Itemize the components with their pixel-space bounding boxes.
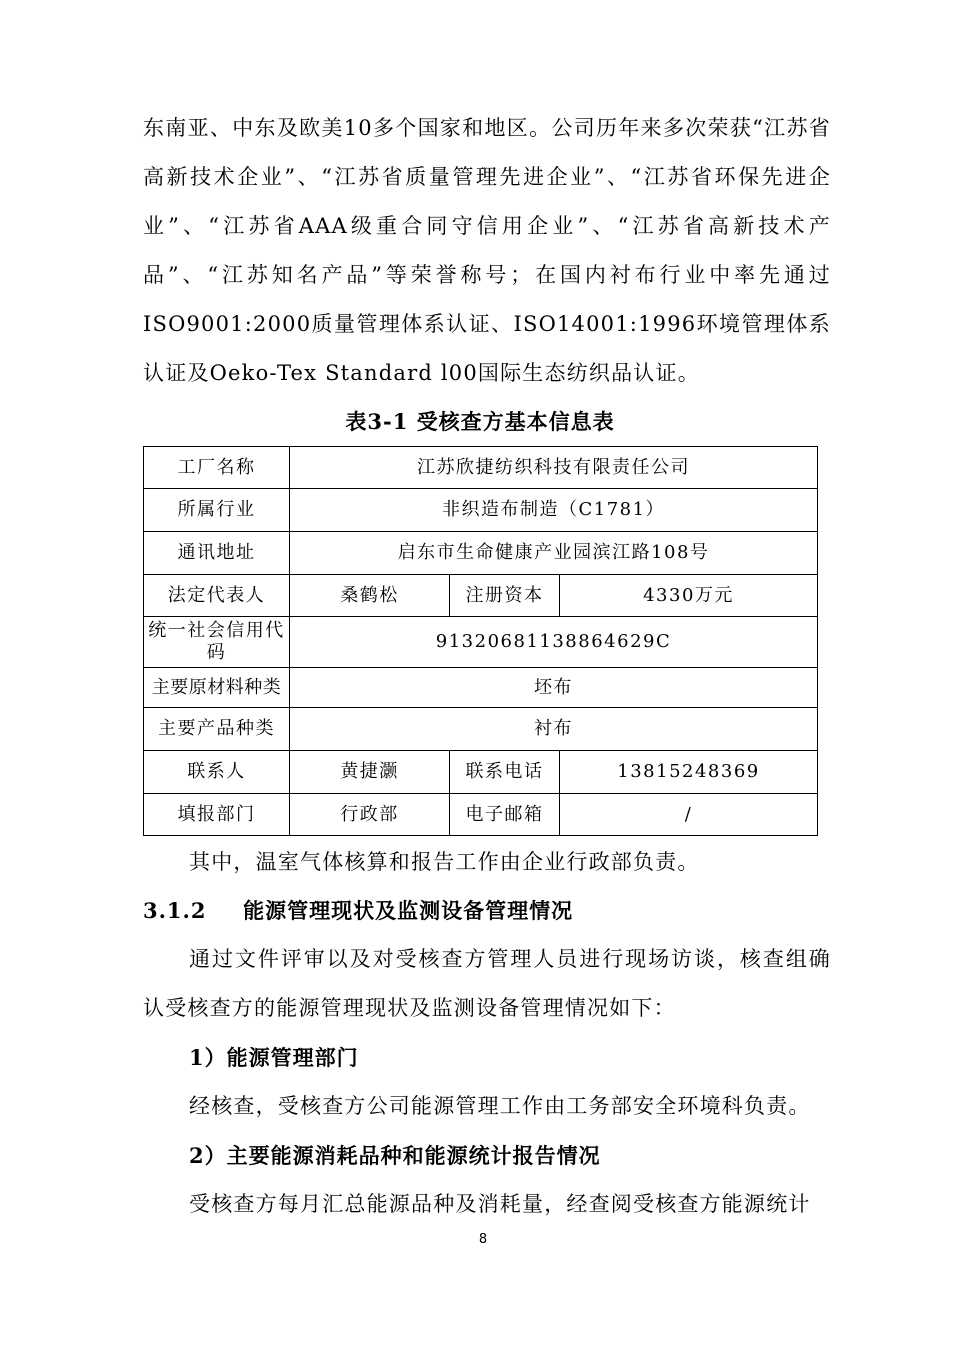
phone-label: 联系电话 (450, 751, 560, 794)
phone-value: 13815248369 (560, 751, 818, 794)
section-paragraph: 通过文件评审以及对受核查方管理人员进行现场访谈，核查组确认受核查方的能源管理现状及监测设备管理情况如下： (143, 947, 831, 1020)
subheading-energy-dept: 1）能源管理部门 (189, 1045, 359, 1070)
table-row (144, 751, 818, 794)
table-row (144, 489, 818, 532)
table-row (144, 794, 818, 836)
address-value: 启东市生命健康产业园滨江路108号 (290, 532, 818, 575)
energy-dept-paragraph: 经核查，受核查方公司能源管理工作由工务部安全环境科负责。 (189, 1094, 811, 1118)
dept-value: 行政部 (290, 794, 450, 836)
factory-name-value: 江苏欣捷纺织科技有限责任公司 (290, 447, 818, 489)
energy-consumption-paragraph: 受核查方每月汇总能源品种及消耗量，经查阅受核查方能源统计 (189, 1192, 811, 1216)
dept-label: 填报部门 (144, 794, 290, 836)
legal-rep-label: 法定代表人 (144, 575, 290, 617)
table-caption: 表3-1 受核查方基本信息表 (345, 409, 615, 434)
credit-code-value: 91320681138864629C (290, 617, 818, 668)
raw-material-label: 主要原材料种类 (144, 668, 290, 708)
credit-code-label: 统一社会信用代码 (144, 617, 290, 668)
capital-value: 4330万元 (560, 575, 818, 617)
capital-label: 注册资本 (450, 575, 560, 617)
table-row (144, 668, 818, 708)
section-heading (143, 891, 573, 931)
industry-value: 非织造布制造（C1781） (290, 489, 818, 532)
contact-value: 黄捷灏 (290, 751, 450, 794)
after-table-paragraph: 其中，温室气体核算和报告工作由企业行政部负责。 (189, 850, 700, 874)
section-heading-number: 3.1.2 (143, 898, 207, 923)
table-row (144, 575, 818, 617)
table-row (144, 708, 818, 751)
table-row (144, 532, 818, 575)
email-value: / (560, 794, 818, 836)
contact-label: 联系人 (144, 751, 290, 794)
address-label: 通讯地址 (144, 532, 290, 575)
table-row (144, 617, 818, 668)
intro-paragraph: 东南亚、中东及欧美10多个国家和地区。公司历年来多次荣获“江苏省高新技术企业”、“江苏省质量管理先进企业”、“江苏省环保先进企业”、“江苏省AAA级重合同守信用企业”、“江苏省高新技术产品”、“江苏知名产品”等荣誉称号；在国内衬布行业中率先通过ISO9001:2000质量管理体系认证、ISO14001:1996环境管理体系认证及Oeko-Tex Standard l00国际生态纺织品认证。 (143, 116, 831, 385)
industry-label: 所属行业 (144, 489, 290, 532)
section-heading-title: 能源管理现状及监测设备管理情况 (243, 898, 574, 923)
legal-rep-value: 桑鹤松 (290, 575, 450, 617)
table-row (144, 447, 818, 489)
raw-material-value: 坯布 (290, 668, 818, 708)
basic-info-table (143, 446, 818, 836)
email-label: 电子邮箱 (450, 794, 560, 836)
product-value: 衬布 (290, 708, 818, 751)
subheading-energy-consumption: 2）主要能源消耗品种和能源统计报告情况 (189, 1143, 601, 1168)
product-label: 主要产品种类 (144, 708, 290, 751)
page-number: 8 (478, 1232, 488, 1247)
factory-name-label: 工厂名称 (144, 447, 290, 489)
